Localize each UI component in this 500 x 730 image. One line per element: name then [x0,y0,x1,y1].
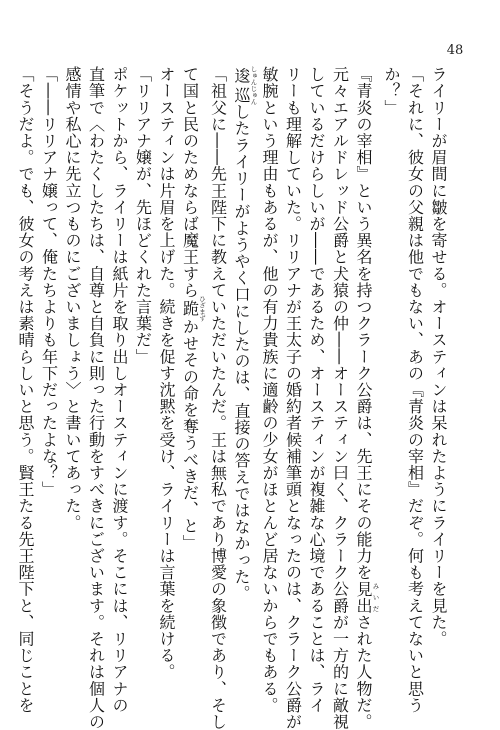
ruby-base-shunjun: 逡巡 [232,66,251,105]
text-line-17: 「――リリアナ嬢って、俺たちよりも年下だったよな？」 [39,66,59,498]
ruby-reading-shunjun: しゅんじゅん [249,66,258,105]
furigana-shunjun [232,66,258,105]
text-line-13: 「リリアナ嬢が、先ほどくれた言葉だ」 [133,66,153,365]
furigana-midashi [354,580,380,614]
text-line-10: 「祖父に――先王陛下に教えていただいたんだ。王は無私であり博愛の象徴であり、そし [208,66,228,730]
text-line-11 [178,66,206,666]
text-line-6: しているだけらしいが――であるため、オースティンが複雑な心境であることは、ライ [307,66,326,714]
text-line-9 [230,66,258,666]
ruby-base-hizamazu: 跪 [180,295,200,322]
text-line-7: リーも理解していた。リリアナが王太子の婚約者候補筆頭となったのは、クラーク公爵が [283,66,303,730]
text-line-3: か？」 [382,66,401,116]
text-line-1: ライリーが眉間に皺を寄せる。オースティンは呆れたようにライリーを見た。 [429,66,448,647]
text-line-11-end: かせその命を奪うべきだ、と」 [180,318,200,551]
ruby-reading-hizamazu: ひざまず [198,295,206,322]
text-line-12: オースティンは片眉を上げた。続きを促す沈黙を受け、ライリーは言葉を続ける。 [157,66,176,681]
text-line-2: 「それに、彼女の父親は他でもない、あの『青炎の宰相』だぞ。何も考えてないと思う [405,66,425,714]
ruby-base-midashi: 見出 [354,580,373,614]
page-number: 48 [446,43,464,58]
text-line-9-end: したライリーがようやく口にしたのは、直接の答えではなかった。 [232,103,251,602]
text-line-4 [352,66,380,730]
text-line-14: ポケットから、ライリーは紙片を取り出しオースティンに渡す。そこには、リリアナの [110,66,129,714]
text-line-8: 敏腕という理由もあるが、他の有力貴族に適齢の少女がほとんど居ないからでもある。 [260,66,279,714]
text-line-5: 元々エアルドレッド公爵と犬猿の仲――オースティン曰く、クラーク公爵が一方的に敵視 [330,66,350,730]
text-line-11-start: て国と民のためならば魔王すら [180,66,200,299]
body-text [14,66,451,730]
text-line-16: 感情や私心に先立つものにございましょう〉と書いてあった。 [63,66,82,531]
text-line-18: 「そうだよ。でも、彼女の考えは素晴らしいと思う。賢王たる先王陛下と、同じことを [16,66,35,714]
text-line-4-end: された人物だ。 [354,613,373,730]
furigana-hizamazu [180,295,206,322]
text-line-4-start: 『青炎の宰相』という異名を持つクラーク公爵は、先王にその能力を [354,66,373,581]
ruby-reading-midashi: みいだ [371,580,380,614]
text-line-15: 直筆で〈わたくしたちは、自尊と自負に則った行動をすべきにございます。それは個人の [86,66,106,730]
